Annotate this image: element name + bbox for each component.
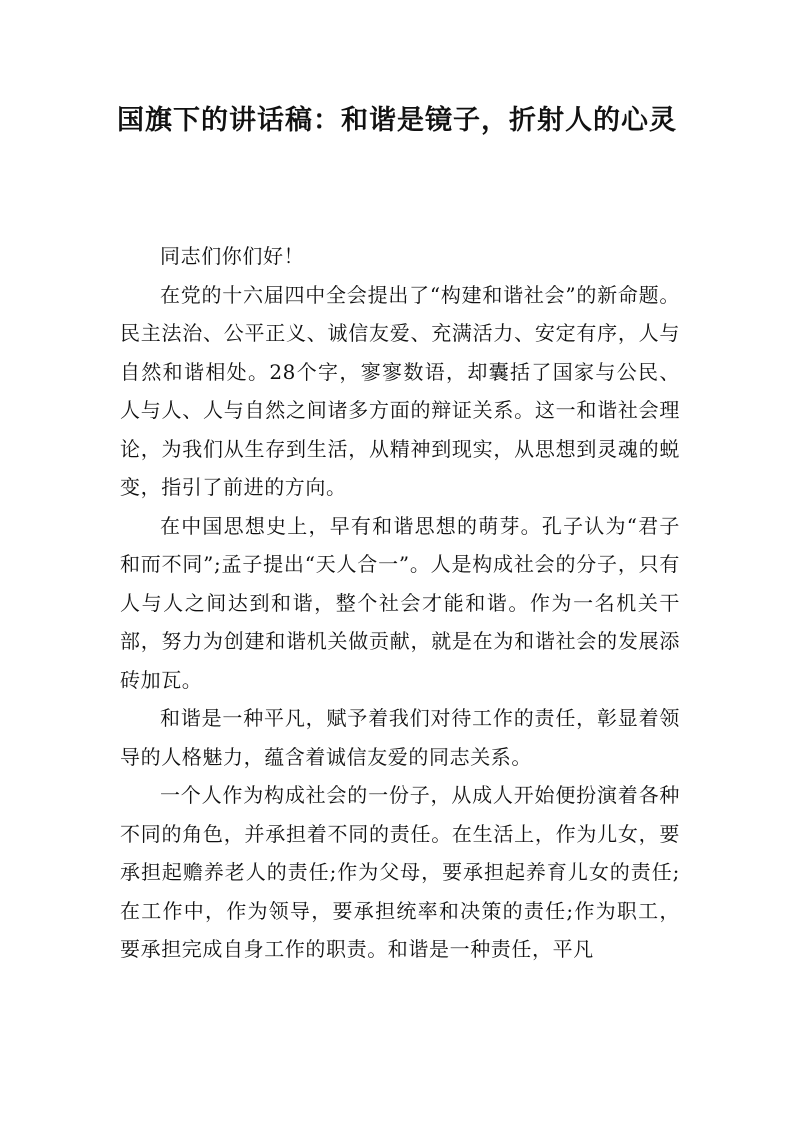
document-title: 国旗下的讲话稿：和谐是镜子，折射人的心灵: [117, 105, 677, 136]
body-paragraph: 和谐是一种平凡，赋予着我们对待工作的责任，彰显着领导的人格魅力，蕴含着诚信友爱的同志关系。: [120, 706, 680, 769]
body-paragraph: 一个人作为构成社会的一份子，从成人开始便扮演着各种不同的角色，并承担着不同的责任。在生活上，作为儿女，要承担起赡养老人的责任;作为父母，要承担起养育儿女的责任;在工作中，作为领导，要承担统率和决策的责任;作为职工，要承担完成自身工作的职责。和谐是一种责任，平凡: [120, 783, 680, 961]
greeting-paragraph: 同志们你们好！: [160, 244, 305, 268]
body-paragraph: 在党的十六届四中全会提出了“构建和谐社会”的新命题。民主法治、公平正义、诚信友爱、充满活力、安定有序，人与自然和谐相处。28个字，寥寥数语，却囊括了国家与公民、人与人、人与自然之间诸多方面的辩证关系。这一和谐社会理论，为我们从生存到生活，从精神到现实，从思想到灵魂的蜕变，指引了前进的方向。: [120, 282, 680, 499]
body-paragraph: 在中国思想史上，早有和谐思想的萌芽。孔子认为“君子和而不同”;孟子提出“天人合一”。人是构成社会的分子，只有人与人之间达到和谐，整个社会才能和谐。作为一名机关干部，努力为创建和谐机关做贡献，就是在为和谐社会的发展添砖加瓦。: [120, 513, 680, 692]
document-body: [120, 237, 680, 969]
